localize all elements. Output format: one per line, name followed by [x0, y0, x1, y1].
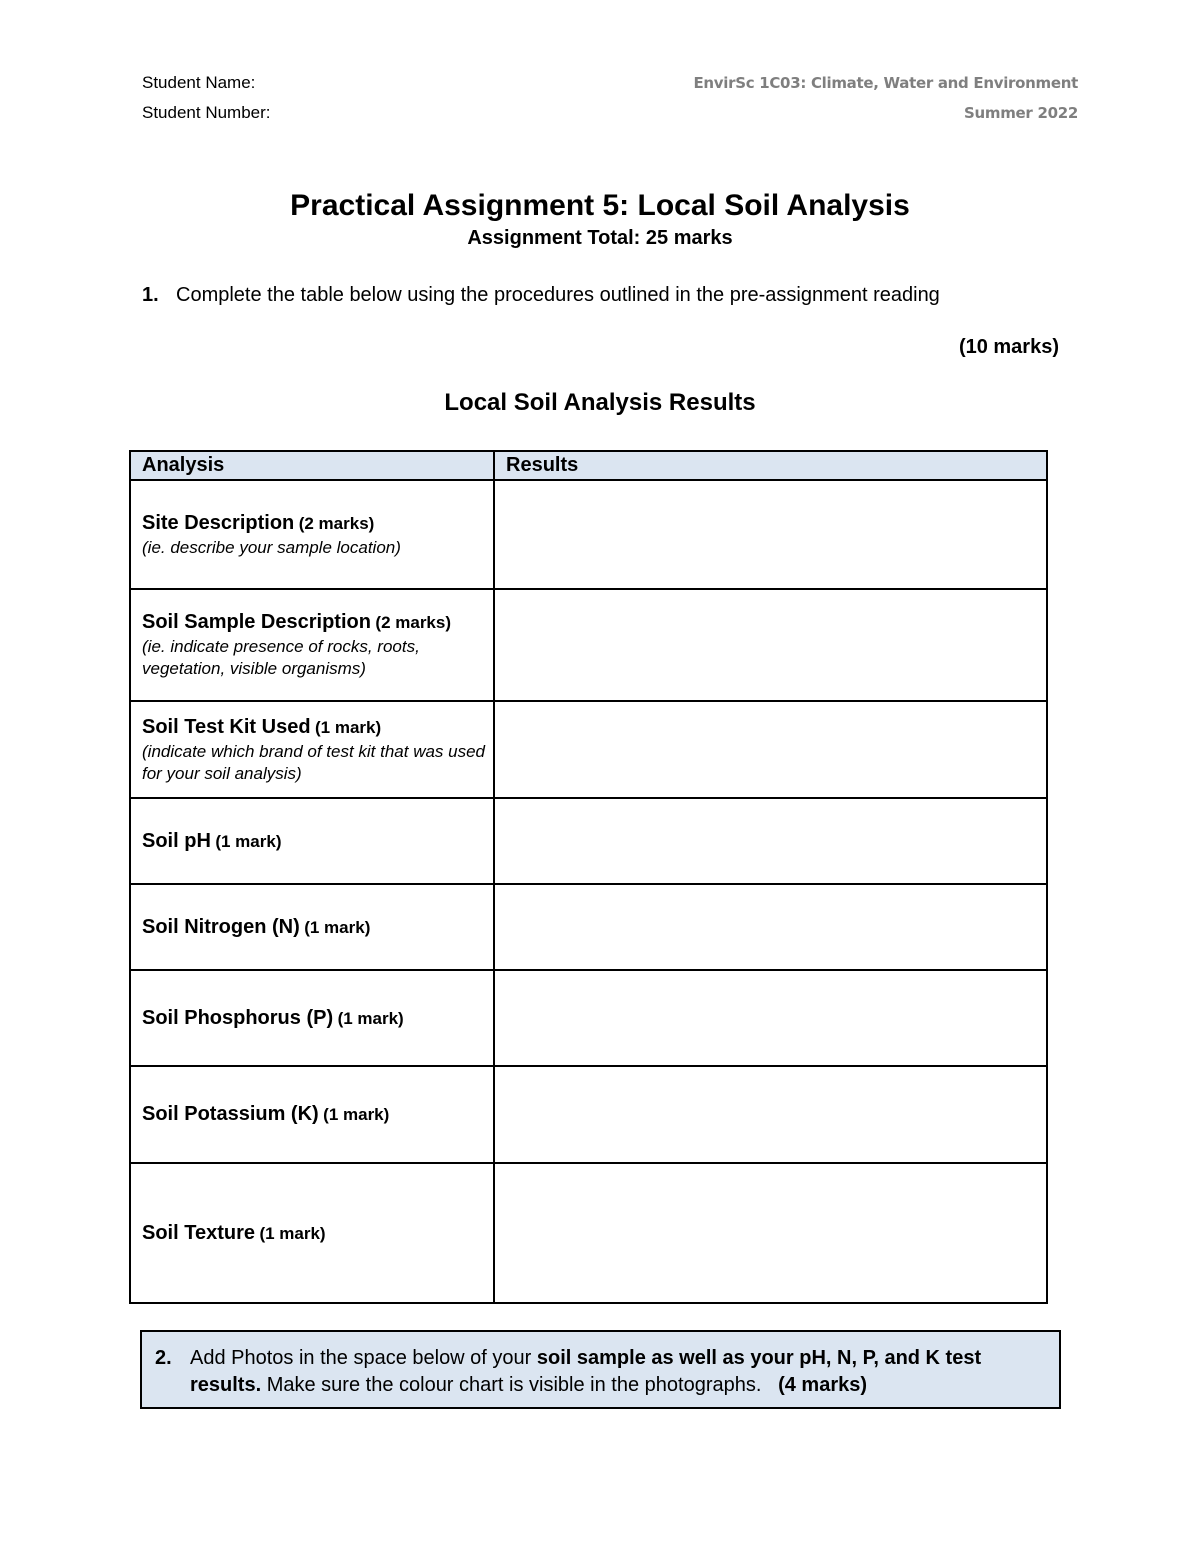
result-cell[interactable] [494, 589, 1047, 701]
row-label: Site Description [142, 511, 295, 534]
analysis-cell [130, 1066, 494, 1163]
question-1-number: 1. [142, 284, 159, 306]
result-cell[interactable] [494, 1163, 1047, 1303]
result-cell[interactable] [494, 798, 1047, 884]
analysis-cell [130, 701, 494, 798]
result-cell[interactable] [494, 480, 1047, 589]
row-hint: (ie. indicate presence of rocks, roots, vegetation, visible organisms) [142, 637, 420, 678]
page-title: Practical Assignment 5: Local Soil Analysis [290, 189, 910, 222]
header-analysis: Analysis [130, 451, 494, 480]
row-marks: (1 mark) [215, 831, 282, 851]
row-label: Soil Texture [142, 1221, 255, 1244]
header-results: Results [494, 451, 1047, 480]
course-title: EnvirSc 1C03: Climate, Water and Environment [693, 74, 1078, 92]
row-marks: (2 marks) [375, 613, 452, 632]
table-row [130, 589, 1047, 701]
question-1 [142, 282, 1057, 309]
analysis-cell [130, 798, 494, 884]
row-label: Soil Nitrogen (N) [142, 915, 300, 938]
row-label: Soil Phosphorus (P) [142, 1006, 334, 1029]
row-marks: (1 mark) [304, 917, 371, 937]
table-row [130, 798, 1047, 884]
table-row [130, 1163, 1047, 1303]
table-row [130, 480, 1047, 589]
result-cell[interactable] [494, 970, 1047, 1066]
results-table [129, 450, 1048, 1304]
question-1-text: Complete the table below using the procedures outlined in the pre-assignment reading [176, 284, 940, 306]
row-label: Soil pH [142, 829, 211, 852]
table-header-row [130, 451, 1047, 480]
table-row [130, 970, 1047, 1066]
result-cell[interactable] [494, 701, 1047, 798]
result-cell[interactable] [494, 884, 1047, 970]
row-label: Soil Sample Description [142, 611, 371, 633]
question-1-marks: (10 marks) [958, 336, 1059, 358]
result-cell[interactable] [494, 1066, 1047, 1163]
row-marks: (2 marks) [298, 513, 375, 533]
row-marks: (1 mark) [259, 1223, 326, 1243]
student-info [142, 68, 271, 128]
analysis-cell [130, 480, 494, 589]
question-2-text [190, 1345, 1053, 1399]
table-title: Local Soil Analysis Results [444, 389, 756, 416]
course-info [693, 68, 1078, 128]
assignment-total: Assignment Total: 25 marks [467, 227, 733, 249]
row-marks: (1 mark) [315, 717, 382, 737]
question-2-text-bold: soil sample as well as your pH, N, P, and K test results. [190, 1347, 982, 1396]
row-marks: (1 mark) [337, 1008, 404, 1028]
analysis-cell [130, 1163, 494, 1303]
question-2-text-b: Make sure the colour chart is visible in the photographs. [261, 1374, 762, 1396]
question-2-marks: (4 marks) [778, 1374, 868, 1396]
term: Summer 2022 [964, 104, 1078, 122]
row-marks: (1 mark) [323, 1105, 390, 1124]
table-row [130, 1066, 1047, 1163]
analysis-cell [130, 589, 494, 701]
analysis-cell [130, 884, 494, 970]
table-row [130, 884, 1047, 970]
question-2-box [140, 1330, 1061, 1409]
row-label: Soil Test Kit Used [142, 715, 311, 738]
student-number-label: Student Number: [142, 103, 271, 122]
student-name-label: Student Name: [142, 73, 256, 92]
row-label: Soil Potassium (K) [142, 1103, 319, 1125]
question-2-text-a: Add Photos in the space below of your [190, 1347, 537, 1369]
table-row [130, 701, 1047, 798]
question-2-number: 2. [155, 1347, 172, 1369]
analysis-cell [130, 970, 494, 1066]
row-hint: (ie. describe your sample location) [142, 537, 401, 557]
row-hint: (indicate which brand of test kit that was used for your soil analysis) [142, 741, 486, 783]
